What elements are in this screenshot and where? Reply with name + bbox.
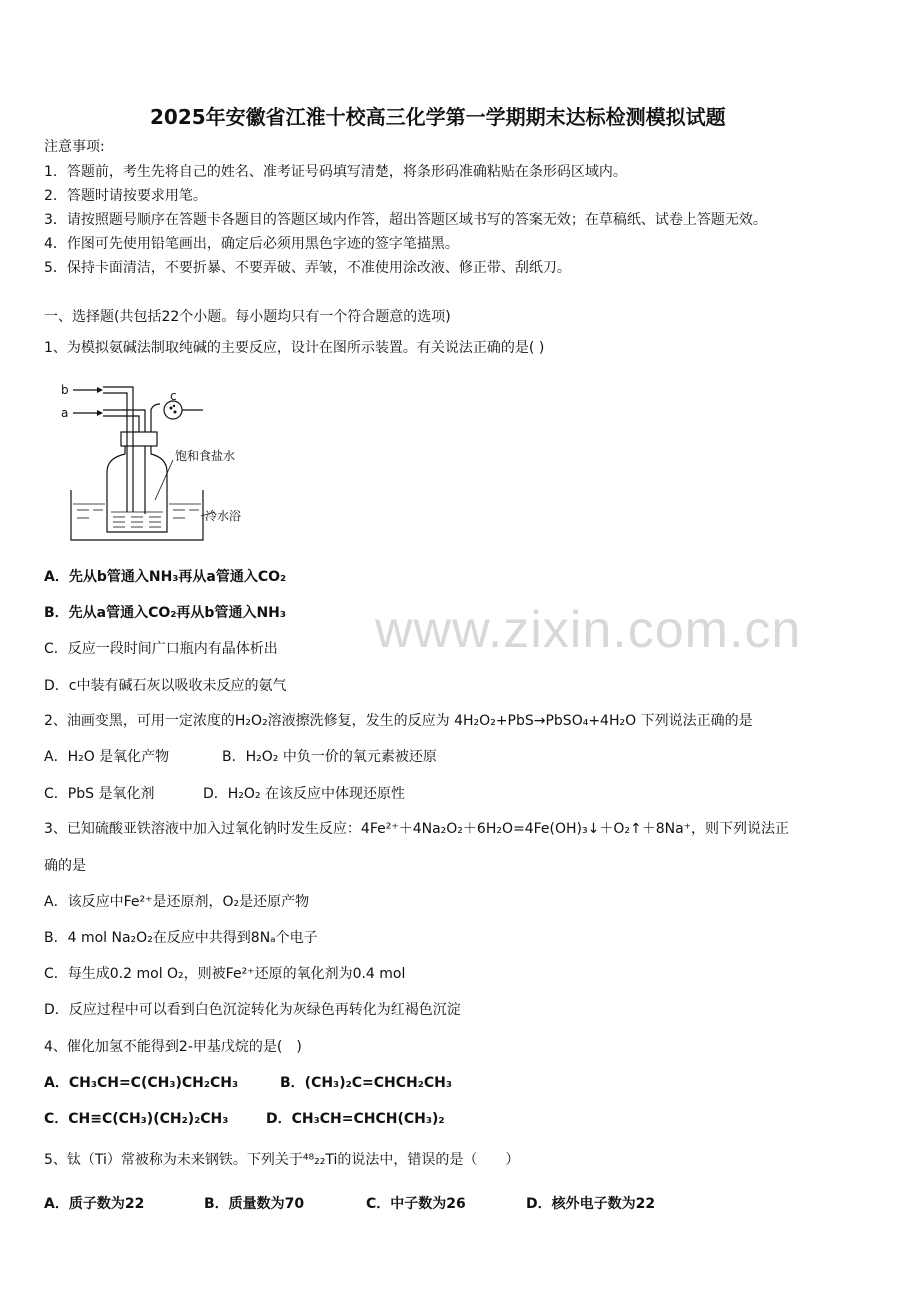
label-bath: 冷水浴 [205, 509, 242, 523]
notice-item: 5．保持卡面清洁，不要折暴、不要弄破、弄皱，不准使用涂改液、修正带、刮纸刀。 [44, 260, 571, 276]
q2-option-c[interactable]: C．PbS 是氧化剂 [44, 786, 155, 802]
q5-option-b[interactable]: B．质量数为70 [204, 1196, 305, 1212]
q3-option-b[interactable]: B．4 mol Na₂O₂在反应中共得到8Nₐ个电子 [44, 930, 318, 946]
label-c: c [170, 389, 177, 403]
question-4-stem: 4、催化加氢不能得到2-甲基戊烷的是( ) [44, 1039, 302, 1055]
q4-option-b[interactable]: B．(CH₃)₂C=CHCH₂CH₃ [280, 1075, 452, 1091]
section-heading: 一、选择题(共包括22个小题。每小题均只有一个符合题意的选项) [44, 309, 451, 325]
q4-option-a[interactable]: A．CH₃CH=C(CH₃)CH₂CH₃ [44, 1075, 239, 1091]
q5-option-a[interactable]: A．质子数为22 [44, 1196, 145, 1212]
question-3-stem-line2: 确的是 [44, 858, 86, 874]
page-title: 2025年安徽省江淮十校高三化学第一学期期末达标检测模拟试题 [150, 105, 726, 129]
q2-option-b[interactable]: B．H₂O₂ 中负一价的氧元素被还原 [222, 749, 437, 765]
label-brine: 饱和食盐水 [175, 449, 236, 463]
notice-item: 3．请按照题号顺序在答题卡各题目的答题区域内作答，超出答题区域书写的答案无效；在草稿纸、试卷上答题无效。 [44, 212, 767, 228]
question-2-stem: 2、油画变黑，可用一定浓度的H₂O₂溶液擦洗修复，发生的反应为 4H₂O₂+PbS→PbSO₄+4H₂O 下列说法正确的是 [44, 713, 753, 729]
notice-item: 2．答题时请按要求用笔。 [44, 188, 207, 204]
q3-option-d[interactable]: D．反应过程中可以看到白色沉淀转化为灰绿色再转化为红褐色沉淀 [44, 1002, 461, 1018]
q2-option-d[interactable]: D．H₂O₂ 在该反应中体现还原性 [203, 786, 406, 802]
q1-option-a[interactable]: A．先从b管通入NH₃再从a管通入CO₂ [44, 569, 287, 585]
notice-heading: 注意事项: [44, 139, 105, 155]
question-1-stem: 1、为模拟氨碱法制取纯碱的主要反应，设计在图所示装置。有关说法正确的是( ) [44, 340, 545, 356]
question-5-stem: 5、钛（Ti）常被称为未来钢铁。下列关于⁴⁸₂₂Ti的说法中，错误的是（ ） [44, 1152, 520, 1168]
q3-option-c[interactable]: C．每生成0.2 mol O₂，则被Fe²⁺还原的氧化剂为0.4 mol [44, 966, 406, 982]
q3-option-a[interactable]: A．该反应中Fe²⁺是还原剂，O₂是还原产物 [44, 894, 310, 910]
q2-option-a[interactable]: A．H₂O 是氧化产物 [44, 749, 170, 765]
notice-item: 4．作图可先使用铅笔画出，确定后必须用黑色字迹的签字笔描黑。 [44, 236, 459, 252]
q5-option-c[interactable]: C．中子数为26 [366, 1196, 466, 1212]
q1-option-b[interactable]: B．先从a管通入CO₂再从b管通入NH₃ [44, 605, 287, 621]
question-3-stem-line1: 3、已知硫酸亚铁溶液中加入过氧化钠时发生反应：4Fe²⁺＋4Na₂O₂＋6H₂O=4Fe(OH)₃↓＋O₂↑＋8Na⁺，则下列说法正 [44, 821, 790, 837]
q5-option-d[interactable]: D．核外电子数为22 [526, 1196, 656, 1212]
notice-item: 1．答题前，考生先将自己的姓名、准考证号码填写清楚，将条形码准确粘贴在条形码区域内。 [44, 164, 627, 180]
q4-option-d[interactable]: D．CH₃CH=CHCH(CH₃)₂ [266, 1111, 445, 1127]
label-b: b [61, 383, 69, 397]
apparatus-diagram [55, 372, 270, 547]
watermark: www.zixin.com.cn [375, 601, 802, 659]
q1-option-d[interactable]: D．c中装有碱石灰以吸收未反应的氨气 [44, 678, 287, 694]
label-a: a [61, 406, 69, 420]
q4-option-c[interactable]: C．CH≡C(CH₃)(CH₂)₂CH₃ [44, 1111, 229, 1127]
q1-option-c[interactable]: C．反应一段时间广口瓶内有晶体析出 [44, 641, 278, 657]
